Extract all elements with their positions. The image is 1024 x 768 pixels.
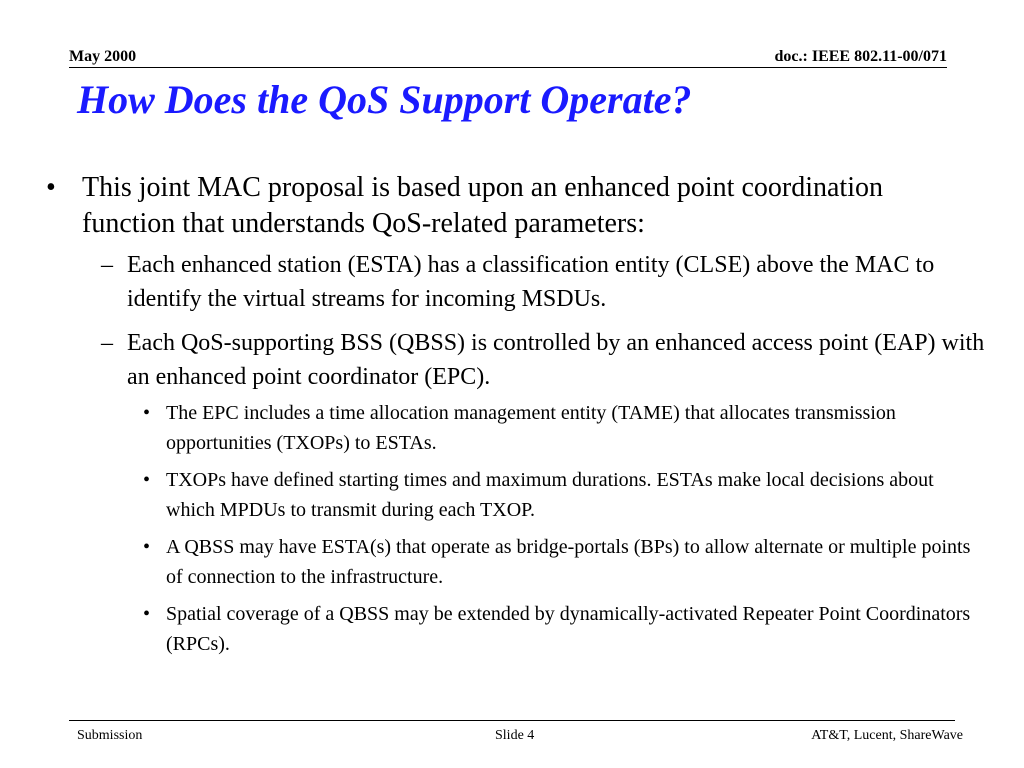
bullet-level3 [0,465,976,525]
footer-authors: AT&T, Lucent, ShareWave [811,728,963,743]
header-doc-number: doc.: IEEE 802.11-00/071 [774,48,947,65]
bullet-dot-icon: • [143,402,151,424]
bullet-text: A QBSS may have ESTA(s) that operate as bridge-portals (BPs) to allow alternate or multiple points of connection to the infrastructure. [166,536,971,588]
bullet-level3 [0,398,976,458]
slide-body [0,170,1024,659]
slide-title: How Does the QoS Support Operate? [77,77,692,122]
dash-icon: – [101,330,113,356]
footer-divider [69,720,955,721]
header-date: May 2000 [69,48,137,65]
bullet-text: TXOPs have defined starting times and maximum durations. ESTAs make local decisions about which MPDUs to transmit during each TXOP. [166,469,934,521]
bullet-dot-icon: • [143,603,151,625]
bullet-text: Each enhanced station (ESTA) has a classification entity (CLSE) above the MAC to identify the virtual streams for incoming MSDUs. [127,252,935,312]
bullet-level2 [0,248,989,316]
bullet-level2 [0,326,989,394]
footer-submission: Submission [77,728,143,743]
bullet-dot-icon: • [46,172,56,203]
header-divider [69,67,947,68]
dash-icon: – [101,252,113,278]
bullet-dot-icon: • [143,536,151,558]
bullet-level1 [0,170,982,242]
bullet-dot-icon: • [143,469,151,491]
bullet-level3 [0,599,976,659]
bullet-text: The EPC includes a time allocation management entity (TAME) that allocates transmission opportunities (TXOPs) to ESTAs. [166,402,896,454]
bullet-level3 [0,532,976,592]
footer-slide-number: Slide 4 [495,728,535,743]
bullet-text: Spatial coverage of a QBSS may be extended by dynamically-activated Repeater Point Coordinators (RPCs). [166,603,971,655]
bullet-text: This joint MAC proposal is based upon an enhanced point coordination function that understands QoS-related parameters: [82,172,883,239]
bullet-text: Each QoS-supporting BSS (QBSS) is controlled by an enhanced access point (EAP) with an enhanced point coordinator (EPC). [127,330,985,390]
